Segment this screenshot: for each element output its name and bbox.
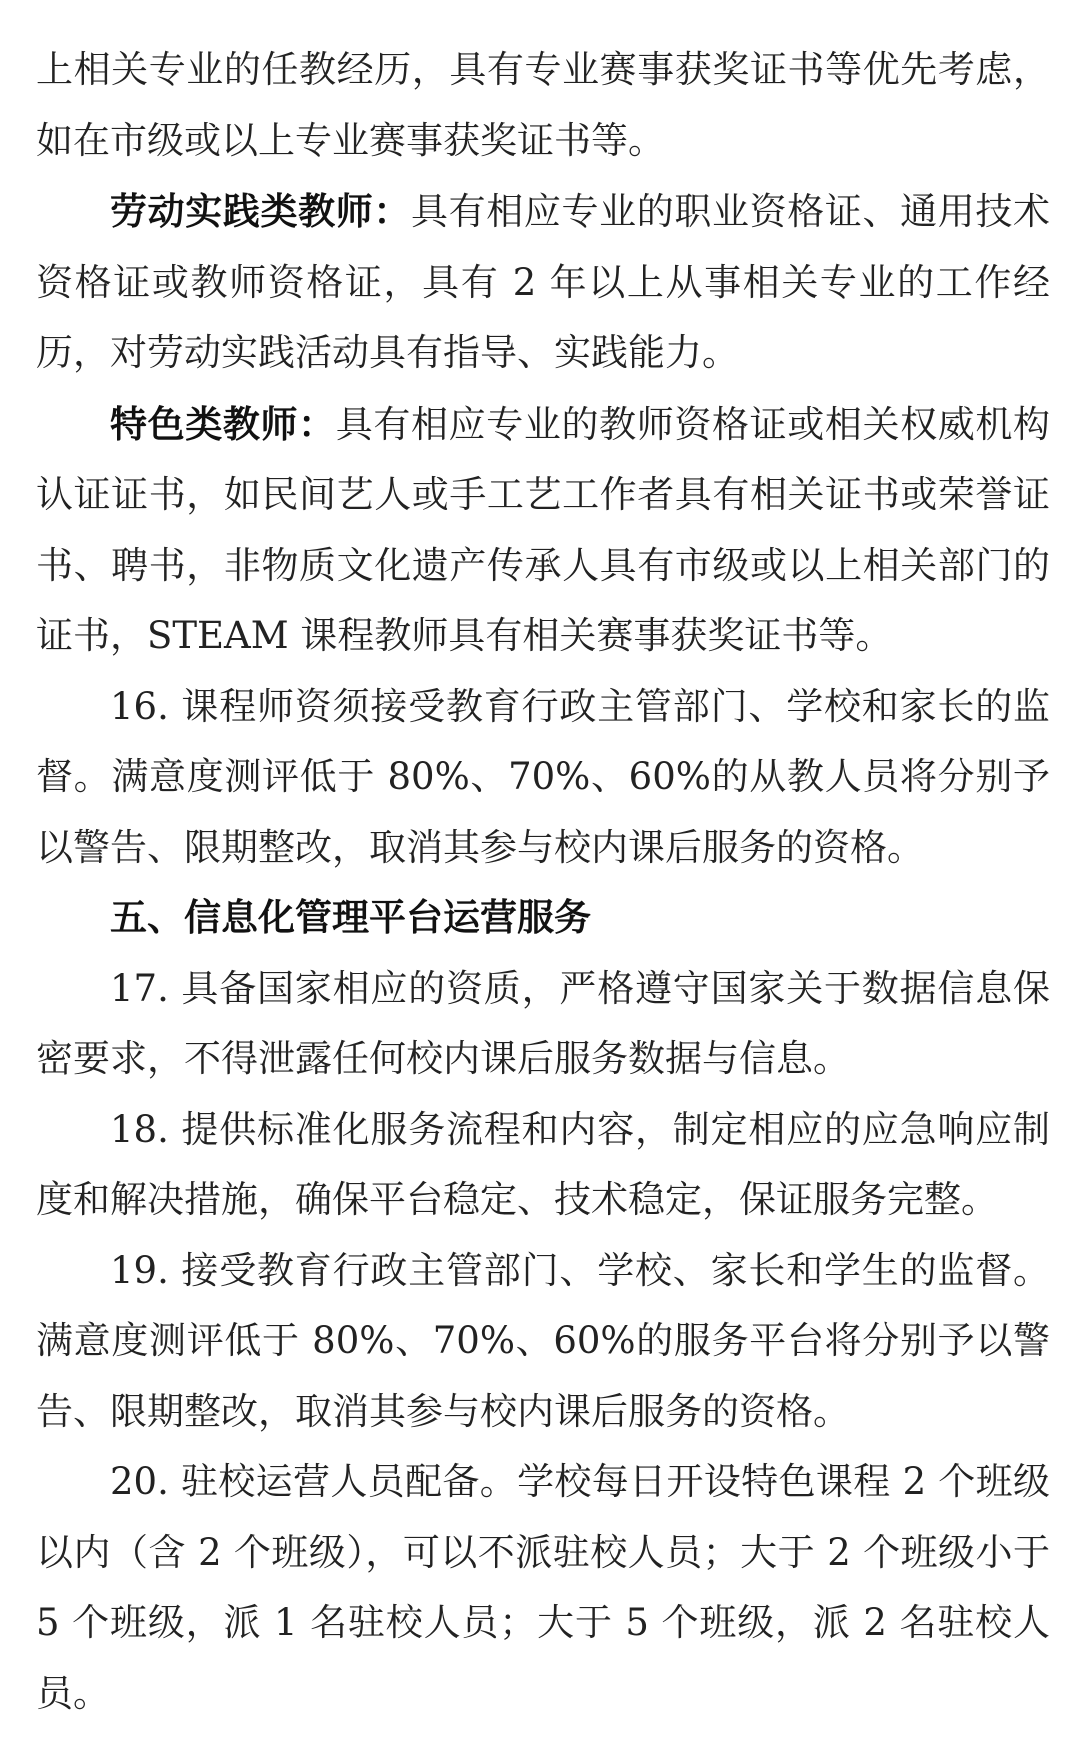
document-page bbox=[36, 35, 1050, 1729]
paragraph-item-20: 20. 驻校运营人员配备。学校每日开设特色课程 2 个班级以内（含 2 个班级），可以不派驻校人员；大于 2 个班级小于 5 个班级，派 1 名驻校人员；大于 5 个班级，派 2 名驻校人员。 bbox=[36, 1460, 1050, 1715]
labor-teacher-title: 劳动实践类教师： bbox=[110, 189, 411, 233]
paragraph-item-17: 17. 具备国家相应的资质，严格遵守国家关于数据信息保密要求，不得泄露任何校内课后服务数据与信息。 bbox=[36, 966, 1050, 1080]
paragraph-continued: 上相关专业的任教经历，具有专业赛事获奖证书等优先考虑，如在市级或以上专业赛事获奖证书等。 bbox=[36, 48, 1050, 162]
paragraph-item-16: 16. 课程师资须接受教育行政主管部门、学校和家长的监督。满意度测评低于 80%、70%、60%的从教人员将分别予以警告、限期整改，取消其参与校内课后服务的资格。 bbox=[36, 684, 1050, 869]
labor-teacher-body: 具有相应专业的职业资格证、通用技术资格证或教师资格证，具有 2 年以上从事相关专业的工作经历，对劳动实践活动具有指导、实践能力。 bbox=[36, 190, 1050, 374]
special-teacher-body: 具有相应专业的教师资格证或相关权威机构认证证书，如民间艺人或手工艺工作者具有相关证书或荣誉证书、聘书，非物质文化遗产传承人具有市级或以上相关部门的证书，STEAM 课程教师具有相关赛事获奖证书等。 bbox=[36, 402, 1050, 657]
paragraph-special-teacher bbox=[36, 389, 1050, 672]
special-teacher-title: 特色类教师： bbox=[110, 401, 336, 446]
paragraph-item-19: 19. 接受教育行政主管部门、学校、家长和学生的监督。满意度测评低于 80%、70%、60%的服务平台将分别予以警告、限期整改，取消其参与校内课后服务的资格。 bbox=[36, 1248, 1050, 1433]
section-heading-5: 五、信息化管理平台运营服务 bbox=[110, 896, 591, 939]
paragraph-labor-teacher bbox=[36, 176, 1050, 389]
paragraph-item-18: 18. 提供标准化服务流程和内容，制定相应的应急响应制度和解决措施，确保平台稳定、技术稳定，保证服务完整。 bbox=[36, 1107, 1050, 1221]
